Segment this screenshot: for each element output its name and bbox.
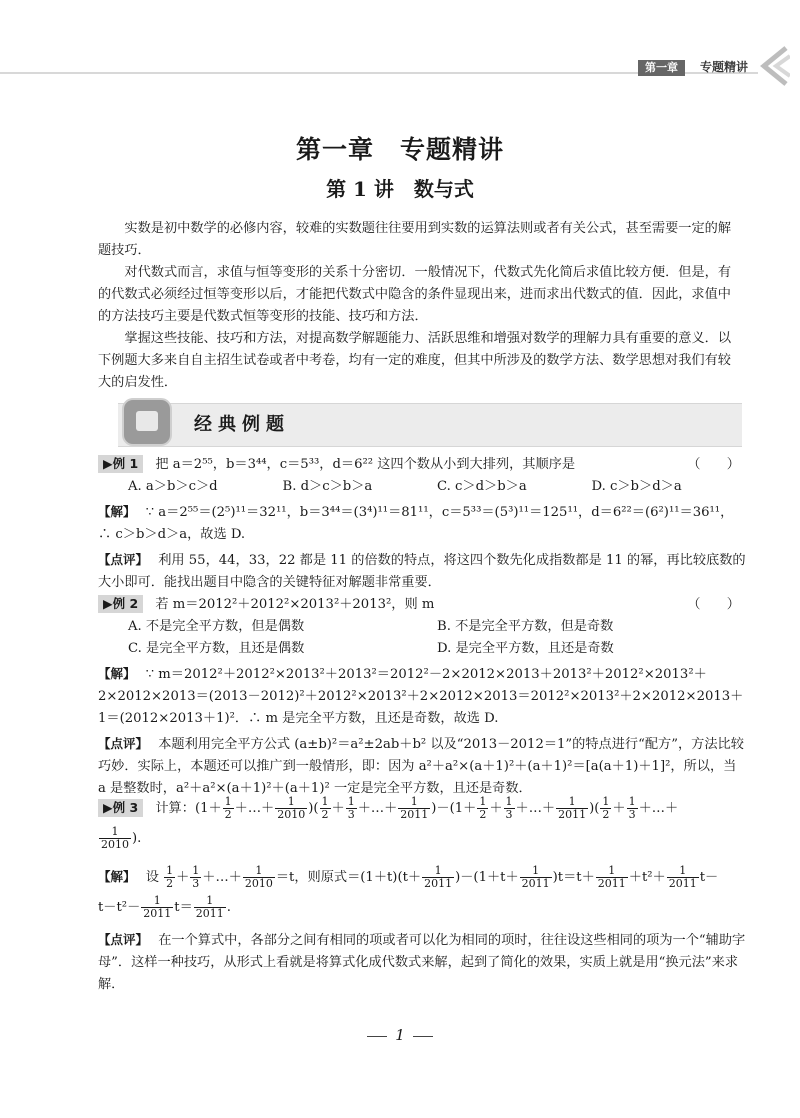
- fraction: $\frac{1}{2011}$: [400, 795, 429, 821]
- example-3-expression: ▶例 3 计算：(1＋ $\frac{1}{2}$ ＋…＋ $\frac{1}{2010}$ )( $\frac{1}{2}$ ＋ $\frac{1}{3}$ ＋…＋ $\frac{1}{2011}$ )－(1＋ $\frac{1}{2}$ ＋ $\frac{1}{3}$ ＋…＋ $\frac{1}{2011}$ )( $\frac{1}{2}$ ＋ $\frac{1}{3}$ ＋…＋: [98, 794, 746, 824]
- fraction: $\frac{1}{2}$: [602, 795, 610, 821]
- example-2: [98, 594, 746, 800]
- example-tag: ▶例 2: [98, 595, 143, 613]
- option-d: D. 是完全平方数，且还是奇数: [437, 641, 614, 656]
- example-3-solution-cont: t－t²－ $\frac{1}{2011}$ t＝ $\frac{1}{2011}$ .: [98, 894, 231, 920]
- comment-label: 【点评】: [98, 736, 149, 751]
- option-b: B. 不是完全平方数，但是奇数: [437, 619, 614, 634]
- fraction: $\frac{1}{2011}$: [668, 864, 697, 890]
- example-tag: ▶例 3: [98, 799, 143, 817]
- solution-middle: ＝t，则原式＝(1＋t): [275, 870, 398, 885]
- fraction: $\frac{1}{2010}$: [101, 825, 129, 851]
- option-a: A. 不是完全平方数，但是偶数: [128, 619, 305, 634]
- options-row: [98, 476, 746, 498]
- fraction: $\frac{1}{2011}$: [597, 864, 626, 890]
- solution-prefix: 设: [145, 870, 159, 885]
- solution-text: ∵ a＝2⁵⁵＝(2⁵)¹¹＝32¹¹，b＝3⁴⁴＝(3⁴)¹¹＝81¹¹，c＝5³³＝(5³)¹¹＝125¹¹，d＝6²²＝(6²)¹¹＝36¹¹，∴ c＞b＞d＞a，故选 D.: [98, 505, 734, 542]
- solution-label: 【解】: [98, 869, 136, 884]
- intro-paragraph: 实数是初中数学的必修内容，较难的实数题往往要用到实数的运算法则或者有关公式，甚至需要一定的解题技巧．: [98, 221, 732, 258]
- answer-paren: （ ）: [687, 457, 740, 472]
- fraction: $\frac{1}{3}$: [628, 795, 636, 821]
- fraction: $\frac{1}{3}$: [192, 864, 200, 890]
- intro-section: [98, 218, 743, 394]
- fraction: $\frac{1}{2011}$: [558, 795, 587, 821]
- comment-label: 【点评】: [98, 552, 149, 567]
- fraction: $\frac{1}{3}$: [347, 795, 355, 821]
- solution-label: 【解】: [98, 504, 136, 519]
- example-3-solution: 【解】 设 $\frac{1}{2}$ ＋ $\frac{1}{3}$ ＋…＋ $\frac{1}{2010}$ ＝t，则原式＝(1＋t)(t＋ $\frac{1}{2011}$ )－(1＋t＋ $\frac{1}{2011}$ )t＝t＋ $\frac{1}{2011}$ ＋t²＋ $\frac{1}{2011}$ t－: [98, 864, 719, 890]
- chapter-header-title: 专题精讲: [700, 60, 749, 74]
- fraction: $\frac{1}{2011}$: [521, 864, 550, 890]
- page-number: [0, 1026, 800, 1044]
- comment-label: 【点评】: [98, 932, 149, 947]
- chapter-tag: 第一章: [638, 60, 685, 76]
- example-1: [98, 454, 746, 594]
- lesson-title: 第 1 讲 数与式: [326, 177, 474, 201]
- example-question: 把 a＝2⁵⁵，b＝3⁴⁴，c＝5³³，d＝6²² 这四个数从小到大排列，其顺序是: [155, 457, 576, 472]
- options-grid: [98, 616, 746, 660]
- book-icon: [122, 398, 172, 446]
- section-title: 经典例题: [194, 414, 290, 435]
- fraction: $\frac{1}{2}$: [479, 795, 487, 821]
- intro-paragraph: 掌握这些技能、技巧和方法，对提高数学解题能力、活跃思维和增强对数学的理解力具有重要的意义．以下例题大多来自自主招生试卷或者中考卷，均有一定的难度，但其中所涉及的数学方法、数学思想对我们有较大的启发性．: [98, 331, 732, 390]
- fraction: $\frac{1}{3}$: [505, 795, 513, 821]
- fraction: $\frac{1}{2}$: [321, 795, 329, 821]
- intro-paragraph: 对代数式而言，求值与恒等变形的关系十分密切．一般情况下，代数式先化简后求值比较方便．但是，有的代数式必须经过恒等变形以后，才能把代数式中隐含的条件显现出来，进而求出代数式的值．因此，求值中的方法技巧主要是代数式恒等变形的技能、技巧和方法．: [98, 265, 732, 324]
- example-3: [98, 794, 746, 996]
- chevron-left-icon: [756, 44, 790, 88]
- example-prompt: 计算：: [155, 801, 195, 816]
- fraction: $\frac{1}{2011}$: [143, 894, 172, 920]
- fraction: $\frac{1}{2010}$: [277, 795, 306, 821]
- fraction: $\frac{1}{2010}$: [244, 864, 273, 890]
- comment-text: 本题利用完全平方公式 (a±b)²＝a²±2ab＋b² 以及“2013－2012＝1”的特点进行“配方”，方法比较巧妙．实际上，本题还可以推广到一般情形，即：因为 a²＋a²×(a＋1)²＋(a＋1)²＝[a(a＋1)＋1]²，所以，当 a 是整数时，a²＋a²×(a＋1)²＋(a＋1)² 一定是完全平方数，且还是奇数．: [98, 737, 744, 796]
- fraction: $\frac{1}{2}$: [166, 864, 174, 890]
- answer-paren: （ ）: [687, 597, 740, 612]
- solution-text: ∵ m＝2012²＋2012²×2013²＋2013²＝2012²－2×2012×2013＋2013²＋2012²×2013²＋2×2012×2013＝(2013－2012)²＋2012²×2013²＋2×2012×2013＝2012²×2013²＋2×2012×2013＋1＝(2012×2013＋1)²．∴ m 是完全平方数，且还是奇数，故选 D.: [98, 667, 744, 726]
- fraction: $\frac{1}{2011}$: [424, 864, 453, 890]
- comment-text: 利用 55，44，33，22 都是 11 的倍数的特点，将这四个数先化成指数都是 11 的幂，再比较底数的大小即可．能找出题目中隐含的关键特征对解题非常重要．: [98, 553, 746, 590]
- chapter-title: 第一章 专题精讲: [295, 135, 504, 164]
- example-tag: ▶例 1: [98, 455, 143, 473]
- comment-text: 在一个算式中，各部分之间有相同的项或者可以化为相同的项时，往往设这些相同的项为一个“辅助字母”．这样一种技巧，从形式上看就是将算式化成代数式来解，起到了简化的效果，实质上就是用“换元法”来求解．: [98, 933, 746, 992]
- example-question: 若 m＝2012²＋2012²×2013²＋2013²，则 m: [155, 597, 435, 612]
- example-3-expression-cont: $\frac{1}{2010}$ ).: [101, 825, 142, 851]
- solution-label: 【解】: [98, 666, 136, 681]
- option-a: A. a＞b＞c＞d: [128, 479, 218, 494]
- option-b: B. d＞c＞b＞a: [282, 479, 373, 494]
- page-number-text: 1: [395, 1026, 405, 1044]
- option-c: C. 是完全平方数，且还是偶数: [128, 641, 305, 656]
- fraction: $\frac{1}{2011}$: [195, 894, 224, 920]
- option-d: D. c＞b＞d＞a: [591, 479, 682, 494]
- fraction: $\frac{1}{2}$: [224, 795, 232, 821]
- option-c: C. c＞d＞b＞a: [437, 479, 527, 494]
